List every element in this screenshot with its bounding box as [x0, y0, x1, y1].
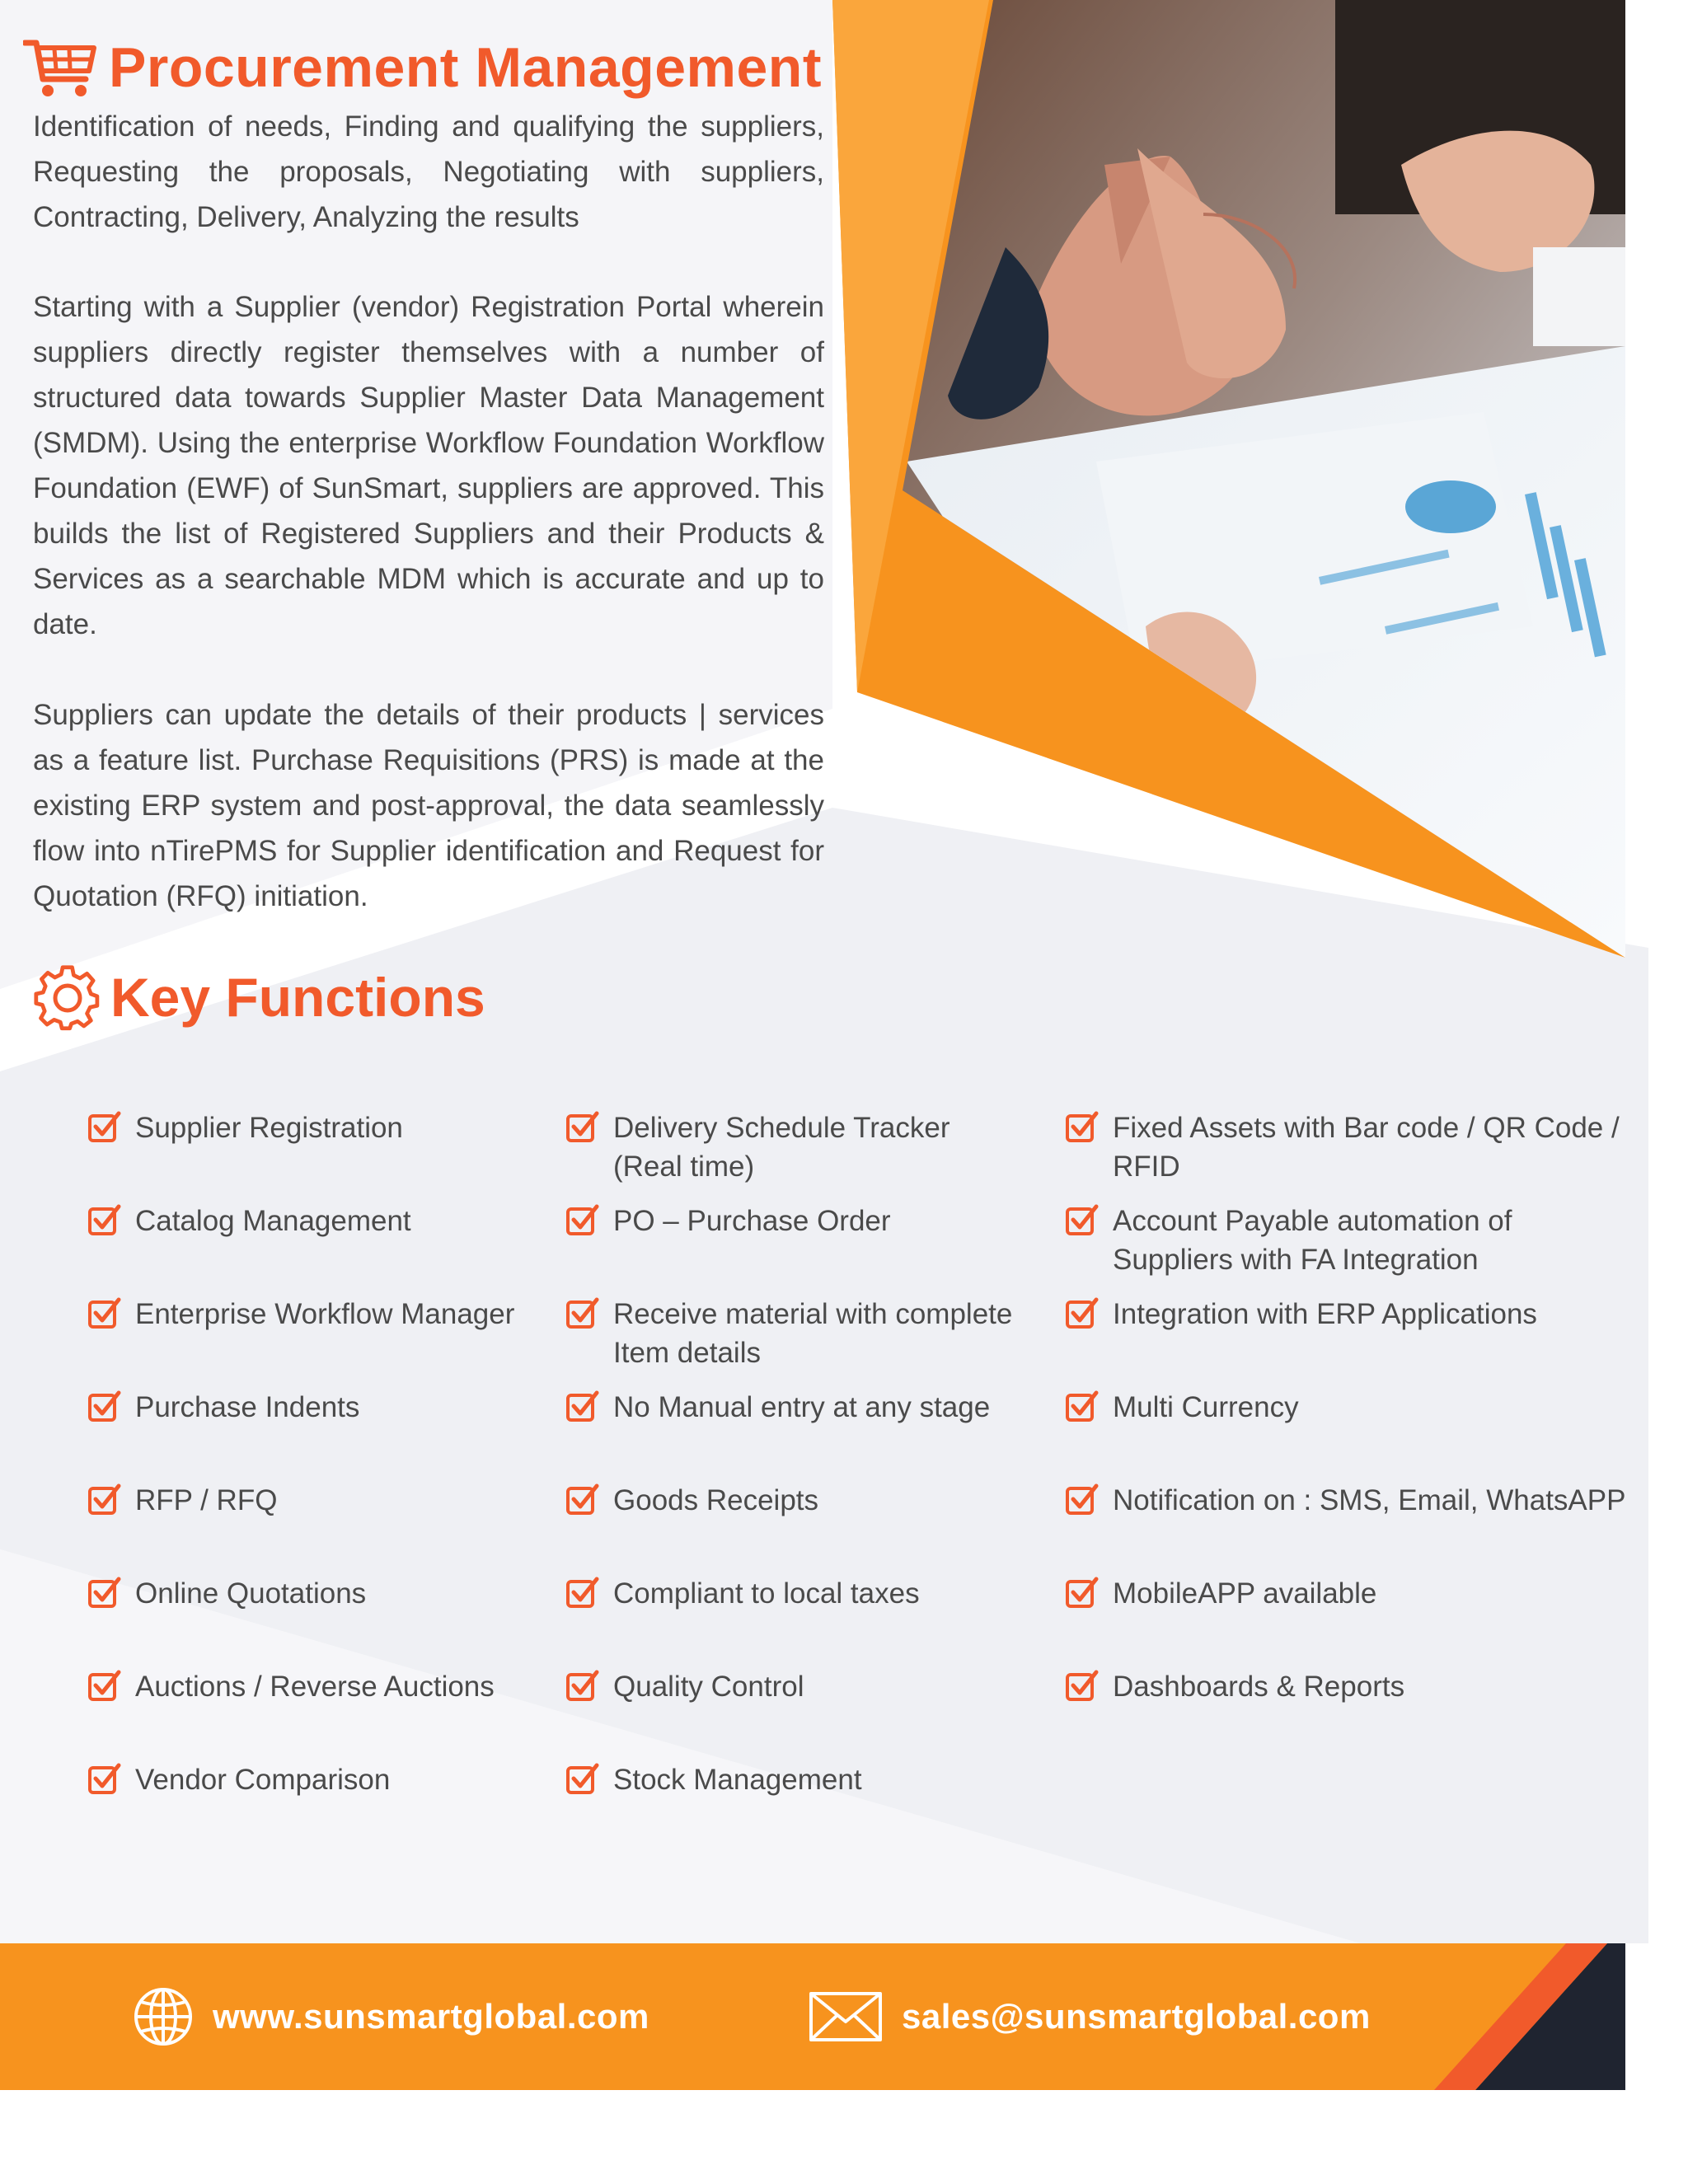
function-label: Purchase Indents — [135, 1391, 360, 1423]
function-label: Enterprise Workflow Manager — [135, 1298, 515, 1330]
function-item — [565, 1202, 891, 1240]
checkbox-checked-icon — [87, 1669, 122, 1704]
checkbox-checked-icon — [565, 1203, 600, 1238]
page-title: Procurement Management — [109, 36, 822, 99]
function-label: Online Quotations — [135, 1577, 367, 1610]
intro-paragraph-3: Suppliers can update the details of their products | services as a feature list. Purchase Requisitions (PRS) is made at the existing ERP system and post-approval, the data seamlessly flow into nTirePMS for Supplier identification and Request for Quotation (RFQ) initiation. — [33, 699, 824, 912]
function-item — [565, 1388, 990, 1427]
shopping-cart-icon — [23, 35, 97, 101]
footer-bar — [0, 1943, 1625, 2090]
function-item — [565, 1574, 920, 1613]
title-row — [23, 26, 822, 109]
footer-email[interactable] — [808, 1981, 1371, 2052]
gear-icon — [33, 963, 102, 1032]
checkbox-checked-icon — [565, 1669, 600, 1704]
checkbox-checked-icon — [565, 1762, 600, 1797]
checkbox-checked-icon — [87, 1390, 122, 1424]
key-functions-title: Key Functions — [110, 967, 485, 1028]
function-label: Auctions / Reverse Auctions — [135, 1671, 495, 1703]
function-item — [1065, 1667, 1404, 1706]
function-label: Goods Receipts — [613, 1484, 819, 1516]
function-item — [565, 1481, 818, 1520]
function-label: Stock Management — [613, 1764, 862, 1796]
function-item — [565, 1295, 1025, 1372]
function-item — [1065, 1481, 1625, 1520]
function-item — [1065, 1108, 1624, 1186]
function-item — [87, 1667, 495, 1706]
checkbox-checked-icon — [1065, 1483, 1100, 1517]
function-item — [87, 1388, 359, 1427]
intro-paragraph-2: Starting with a Supplier (vendor) Registration Portal wherein suppliers directly register themselves with a number of structured data towards Supplier Master Data Management (SMDM). Using the enterprise Workflow Foundation Workflow Foundation (EWF) of SunSmart, suppliers are approved. This builds the list of Registered Suppliers and their Products & Services as a searchable MDM which is accurate and up to date. — [33, 291, 824, 640]
intro-paragraph-1: Identification of needs, Finding and qualifying the suppliers, Requesting the proposals, Negotiating with suppliers, Contracting, Delivery, Analyzing the results — [33, 110, 824, 233]
footer-website[interactable] — [132, 1981, 649, 2052]
checkbox-checked-icon — [87, 1483, 122, 1517]
website-link[interactable]: www.sunsmartglobal.com — [213, 1997, 649, 2036]
function-item — [1065, 1574, 1376, 1613]
checkbox-checked-icon — [1065, 1203, 1100, 1238]
function-label: Dashboards & Reports — [1113, 1671, 1405, 1703]
function-item — [87, 1760, 390, 1799]
function-label: Catalog Management — [135, 1205, 411, 1237]
checkbox-checked-icon — [1065, 1390, 1100, 1424]
function-label: Vendor Comparison — [135, 1764, 391, 1796]
checkbox-checked-icon — [1065, 1296, 1100, 1331]
function-item — [87, 1481, 277, 1520]
function-item — [87, 1202, 411, 1240]
checkbox-checked-icon — [87, 1296, 122, 1331]
checkbox-checked-icon — [565, 1483, 600, 1517]
function-item — [87, 1295, 514, 1333]
function-label: PO – Purchase Order — [613, 1205, 891, 1237]
function-label: Compliant to local taxes — [613, 1577, 920, 1610]
function-label: Integration with ERP Applications — [1113, 1298, 1537, 1330]
checkbox-checked-icon — [87, 1203, 122, 1238]
function-item — [1065, 1202, 1632, 1279]
function-label: No Manual entry at any stage — [613, 1391, 991, 1423]
checkbox-checked-icon — [565, 1296, 600, 1331]
function-label: Account Payable automation of Suppliers with FA Integration — [1113, 1205, 1512, 1276]
checkbox-checked-icon — [1065, 1669, 1100, 1704]
email-link[interactable]: sales@sunsmartglobal.com — [902, 1997, 1371, 2036]
function-label: MobileAPP available — [1113, 1577, 1377, 1610]
checkbox-checked-icon — [1065, 1576, 1100, 1610]
checkbox-checked-icon — [565, 1576, 600, 1610]
function-label: Notification on : SMS, Email, WhatsAPP — [1113, 1484, 1626, 1516]
checkbox-checked-icon — [565, 1390, 600, 1424]
function-item — [87, 1108, 403, 1147]
checkbox-checked-icon — [565, 1110, 600, 1145]
checkbox-checked-icon — [1065, 1110, 1100, 1145]
envelope-icon — [808, 1985, 884, 2048]
function-item — [1065, 1295, 1537, 1333]
function-label: Receive material with complete Item details — [613, 1298, 1013, 1369]
function-label: Supplier Registration — [135, 1112, 403, 1144]
function-label: RFP / RFQ — [135, 1484, 278, 1516]
function-item — [565, 1108, 959, 1186]
checkbox-checked-icon — [87, 1762, 122, 1797]
function-item — [1065, 1388, 1299, 1427]
function-item — [565, 1667, 804, 1706]
function-label: Fixed Assets with Bar code / QR Code / RFID — [1113, 1112, 1620, 1183]
checkbox-checked-icon — [87, 1110, 122, 1145]
function-label: Delivery Schedule Tracker (Real time) — [613, 1112, 950, 1183]
function-label: Quality Control — [613, 1671, 804, 1703]
function-label: Multi Currency — [1113, 1391, 1299, 1423]
key-functions-heading — [33, 956, 485, 1038]
globe-icon — [132, 1985, 195, 2048]
function-item — [565, 1760, 862, 1799]
function-item — [87, 1574, 366, 1613]
checkbox-checked-icon — [87, 1576, 122, 1610]
